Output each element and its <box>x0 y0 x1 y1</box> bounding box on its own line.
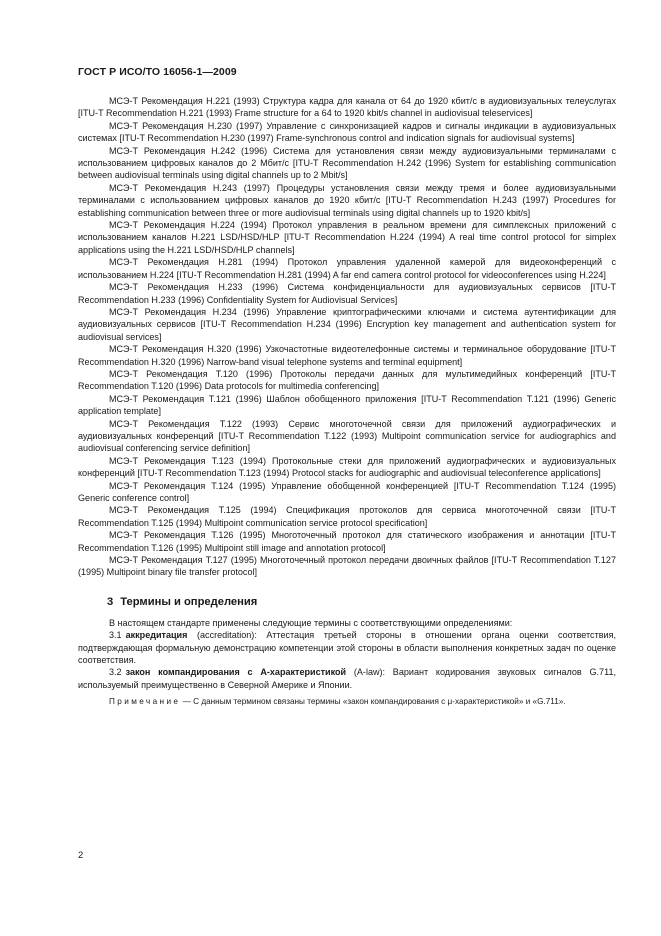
reference-item: МСЭ-Т Рекомендация Т.124 (1995) Управление обобщенной конференцией [ITU-T Recommendation T.124 (1995) Generic conference control] <box>78 480 616 503</box>
term-name: закон компандирования с А-характеристикой <box>125 667 347 678</box>
term-number: 3.2 <box>109 667 122 678</box>
reference-item: МСЭ-Т Рекомендация Н.234 (1996) Управление криптографическими ключами и система аутентификации для аудиовизуальных сервисов [ITU-T Recommendation H.234 (1996) Encryption key management and authentication system for audiovisual services] <box>78 306 616 342</box>
reference-item: МСЭ-Т Рекомендация Н.224 (1994) Протокол управления в реальном времени для симплексных приложений с использованием каналов Н.221 LSD/HSD/HLP [ITU-T Recommendation H.224 (1994) A real time control protocol for simplex applications using the H.221 LSD/HSD/HLP channels] <box>78 220 616 255</box>
reference-item: МСЭ-Т Рекомендация Н.243 (1997) Процедуры установления связи между тремя и более аудиовизуальными терминалами с использованием цифровых каналов до 1920 кбит/с [ITU-T Recommendation H.243 (1997) Procedures for establishing communication between three or more audiovisual terminals using digital channels up to 1920 kbit/s] <box>78 182 616 218</box>
reference-item: МСЭ-Т Рекомендация Н.221 (1993) Структура кадра для канала от 64 до 1920 кбит/с в аудиовизуальных телеуслугах [ITU-T Recommendation H.221 (1993) Frame structure for a 64 to 1920 kbit/s channel in audiovisual teleservices] <box>78 96 616 119</box>
term-entry <box>78 629 616 666</box>
term-entry <box>78 666 616 691</box>
note-text: — С данным термином связаны термины «закон компандирования с μ-характеристикой» и «G.711». <box>180 697 566 707</box>
term-name: аккредитация <box>125 630 188 641</box>
reference-item: МСЭ-Т Рекомендация Н.281 (1994) Протокол управления удаленной камерой для видеоконференций с использованием Н.224 [ITU-T Recommendation H.281 (1994) A far end camera control protocol for videoconferences using H.224] <box>78 257 616 280</box>
document-header: ГОСТ Р ИСО/ТО 16056-1—2009 <box>78 66 237 78</box>
reference-item: МСЭ-Т Рекомендация Т.127 (1995) Многоточечный протокол передачи двоичных файлов [ITU-T Recommendation T.127 (1995) Multipoint binary file transfer protocol] <box>78 555 616 578</box>
term-number: 3.1 <box>109 630 122 641</box>
document-body <box>78 95 616 708</box>
reference-item: МСЭ-Т Рекомендация Т.125 (1994) Спецификация протоколов для сервиса многоточечной связи [ITU-T Recommendation T.125 (1994) Multipoint communication service protocol specification] <box>78 505 616 528</box>
term-definition: (A-law): Вариант кодирования звуковых сигналов G.711, используемый преимущественно в Северной Америке и Японии. <box>78 667 616 690</box>
reference-item: МСЭ-Т Рекомендация Т.122 (1993) Сервис многоточечной связи для приложений аудиографических и аудиовизуальных конференций [ITU-T Recommendation T.122 (1993) Multipoint communication service for audiographics and audiovisual conferencing service definition] <box>78 418 616 454</box>
reference-item: МСЭ-Т Рекомендация Т.120 (1996) Протоколы передачи данных для мультимедийных конференций [ITU-T Recommendation T.120 (1996) Data protocols for multimedia conferencing] <box>78 368 616 392</box>
reference-list <box>78 95 616 579</box>
reference-item: МСЭ-Т Рекомендация Т.126 (1995) Многоточечный протокол для статического изображения и аннотации [ITU-T Recommendation T.126 (1995) Multipoint still image and annotation protocol] <box>78 530 616 553</box>
reference-item: МСЭ-Т Рекомендация Т.121 (1996) Шаблон обобщенного приложения [ITU-T Recommendation T.121 (1996) Generic application template] <box>78 393 616 417</box>
reference-item: МСЭ-Т Рекомендация Н.242 (1996) Система для установления связи между аудиовизуальными терминалами с использованием цифровых каналов до 2 Мбит/с [ITU-T Recommendation H.242 (1996) System for establishing communication between audiovisual terminals using digital channels up to 2 Mbit/s] <box>78 145 616 181</box>
section-heading <box>107 595 616 609</box>
section-title: Термины и определения <box>120 595 258 608</box>
reference-item: МСЭ-Т Рекомендация Н.320 (1996) Узкочастотные видеотелефонные системы и терминальное оборудование [ITU-T Recommendation H.320 (1996) Narrow-band visual telephone systems and terminal equipment] <box>78 344 616 367</box>
reference-item: МСЭ-Т Рекомендация Т.123 (1994) Протокольные стеки для приложений аудиографических и аудиовизуальных конференций [ITU-T Recommendation T.123 (1994) Protocol stacks for audiographic and audiovisual teleconference applications] <box>78 455 616 479</box>
reference-item: МСЭ-Т Рекомендация Н.233 (1996) Система конфиденциальности для аудиовизуальных сервисов [ITU-T Recommendation H.233 (1996) Confidentiality System for Audiovisual Services] <box>78 282 616 305</box>
note-label: Примечание <box>109 697 181 707</box>
page-number: 2 <box>78 850 84 861</box>
note <box>78 696 616 708</box>
section-intro: В настоящем стандарте применены следующие термины с соответствующими определениями: <box>109 617 513 628</box>
section-number: 3 <box>107 595 114 608</box>
term-definition: (accreditation): Аттестация третьей стороны в отношении органа оценки соответствия, подтверждающая формальную демонстрацию компетенции этой стороны в области выполнения конкретных задач по оценке соответствия. <box>78 630 616 666</box>
reference-item: МСЭ-Т Рекомендация Н.230 (1997) Управление с синхронизацией кадров и сигналы индикации в аудиовизуальных системах [ITU-T Recommendation H.230 (1997) Frame-synchronous control and indication signals for audiovisual systems] <box>78 120 616 144</box>
